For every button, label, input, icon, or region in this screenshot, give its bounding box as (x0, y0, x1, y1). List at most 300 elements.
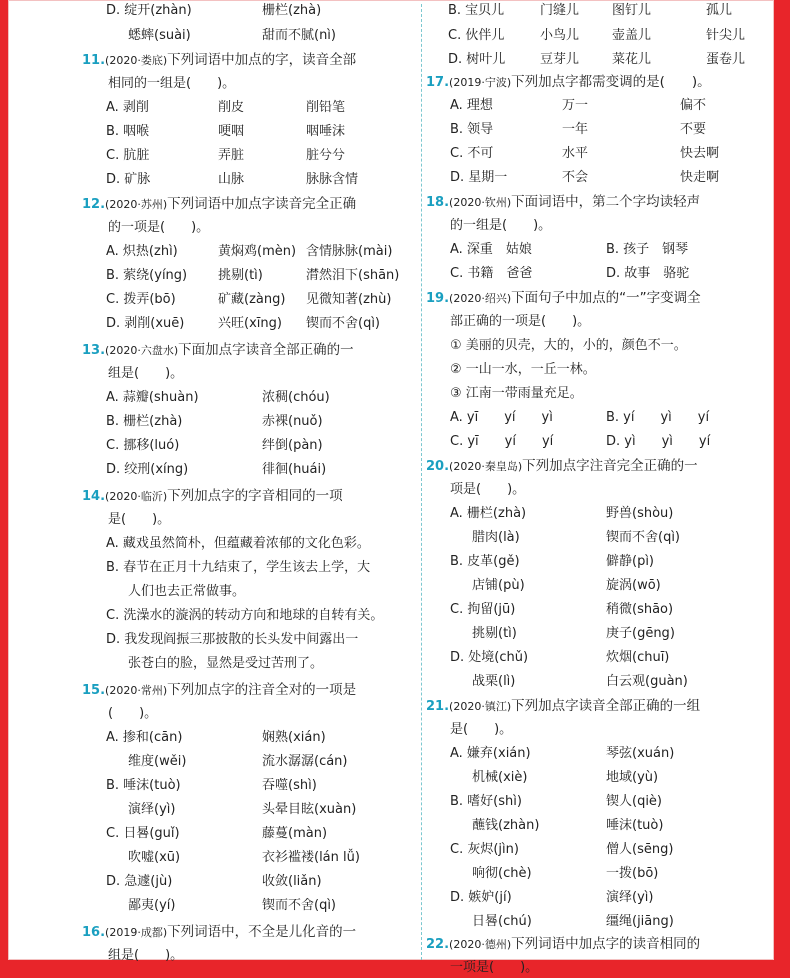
question-text: 下列加点字的注音全对的一项是 (167, 682, 357, 698)
question-text: 下面词语中，第二个字均读轻声 (511, 194, 701, 210)
question-stem (82, 50, 356, 71)
answer-line (450, 360, 596, 380)
answer-line (262, 752, 348, 772)
option-text: C. yī yí yí (450, 434, 554, 449)
option-text: 收敛(liǎn) (262, 874, 322, 889)
option-text: D. yì yì yí (606, 434, 711, 449)
answer-line (680, 120, 706, 140)
answer-line (262, 872, 322, 892)
answer-line (450, 958, 538, 978)
option-text: D. 我发现阎振三那披散的长头发中间露出一 (106, 632, 359, 647)
option-text: 赤裸(nuǒ) (262, 414, 323, 429)
answer-line (562, 120, 588, 140)
option-text: 相同的一组是( )。 (108, 76, 236, 91)
answer-line (472, 768, 527, 788)
answer-line (450, 336, 687, 356)
option-text: 锲而不舍(qì) (262, 898, 337, 913)
option-text: 店铺(pù) (472, 578, 525, 593)
answer-line (606, 888, 653, 908)
answer-line (612, 1, 651, 21)
question-number: 16. (82, 925, 106, 940)
answer-line (606, 792, 662, 812)
question-number: 14. (82, 489, 106, 504)
question-text: 下列词语中，不全是儿化音的一 (167, 924, 357, 940)
option-text: ( )。 (108, 706, 158, 721)
answer-line (306, 242, 392, 262)
option-text: A. 剥削 (106, 100, 149, 115)
answer-line (540, 26, 579, 46)
option-text: D. 处境(chǔ) (450, 650, 529, 665)
answer-line (218, 266, 263, 286)
question-text: 下列词语中加点的字，读音全部 (167, 52, 357, 68)
answer-line (606, 672, 688, 692)
answer-line (450, 552, 520, 572)
option-text: 挑剔(tì) (218, 268, 263, 283)
option-text: 蛋卷儿 (706, 52, 746, 67)
question-stem (426, 288, 701, 309)
option-text: 缰绳(jiāng) (606, 914, 674, 929)
question-stem (426, 456, 698, 477)
answer-line (106, 534, 370, 554)
option-text: 咽唾沫 (306, 124, 346, 139)
option-text: 战栗(lì) (472, 674, 516, 689)
answer-line (450, 240, 532, 260)
option-text: 僻静(pì) (606, 554, 655, 569)
answer-line (680, 168, 719, 188)
option-text: A. 掺和(cān) (106, 730, 183, 745)
option-text: 削铅笔 (306, 100, 346, 115)
option-text: A. 理想 (450, 98, 493, 113)
option-text: 栅栏(zhà) (262, 3, 322, 18)
answer-line (106, 412, 182, 432)
question-number: 21. (426, 699, 450, 714)
option-text: 门缝儿 (540, 3, 580, 18)
option-text: C. 拨弄(bō) (106, 292, 176, 307)
option-text: B. 春节在正月十九结束了，学生该去上学，大 (106, 560, 371, 575)
answer-line (306, 290, 391, 310)
answer-line (606, 624, 675, 644)
option-text: 一年 (562, 122, 589, 137)
answer-line (106, 460, 188, 480)
answer-line (218, 122, 244, 142)
option-text: 快走啊 (680, 170, 720, 185)
question-text: 下列加点字读音全部正确的一组 (511, 698, 701, 714)
option-text: 唾沫(tuò) (606, 818, 664, 833)
option-text: 是( )。 (450, 722, 513, 737)
answer-line (606, 528, 680, 548)
question-text: 下列词语中加点字的读音相同的 (511, 936, 701, 952)
answer-line (218, 170, 244, 190)
option-text: 孤儿 (706, 3, 733, 18)
answer-line (606, 504, 673, 524)
option-text: 响彻(chè) (472, 866, 532, 881)
question-number: 22. (426, 937, 450, 952)
option-text: C. 书籍 爸爸 (450, 266, 533, 281)
answer-line (472, 816, 539, 836)
answer-line (218, 146, 244, 166)
answer-line (306, 170, 358, 190)
option-text: 锲人(qiè) (606, 794, 663, 809)
answer-line (450, 792, 522, 812)
answer-line (106, 290, 176, 310)
answer-line (606, 744, 674, 764)
question-number: 13. (82, 343, 106, 358)
answer-line (448, 1, 504, 21)
answer-line (218, 242, 296, 262)
question-number: 15. (82, 683, 106, 698)
answer-line (106, 558, 370, 578)
answer-line (106, 606, 383, 626)
answer-line (108, 218, 209, 238)
answer-line (106, 98, 149, 118)
answer-line (450, 216, 551, 236)
question-stem (426, 72, 711, 93)
answer-line (562, 96, 588, 116)
option-text: 黄焖鸡(mèn) (218, 244, 297, 259)
option-text: A. 蒜瓣(shuàn) (106, 390, 199, 405)
answer-line (106, 314, 184, 334)
option-text: 琴弦(xuán) (606, 746, 675, 761)
answer-line (472, 528, 520, 548)
answer-line (606, 600, 673, 620)
answer-line (108, 704, 157, 724)
answer-line (472, 912, 532, 932)
answer-line (218, 98, 244, 118)
option-text: 绊倒(pàn) (262, 438, 323, 453)
answer-line (450, 144, 493, 164)
option-text: B. 嗜好(shì) (450, 794, 522, 809)
option-text: 的一组是( )。 (450, 218, 552, 233)
option-text: 部正确的一项是( )。 (450, 314, 591, 329)
question-stem (426, 696, 700, 717)
answer-line (218, 290, 285, 310)
option-text: 锲而不舍(qì) (306, 316, 381, 331)
option-text: 一项是( )。 (450, 960, 539, 975)
question-source: (2019·成都) (105, 926, 168, 939)
answer-line (262, 388, 330, 408)
answer-line (218, 314, 282, 334)
option-text: 哽咽 (218, 124, 245, 139)
answer-line (306, 146, 345, 166)
question-stem (426, 934, 700, 955)
answer-line (606, 864, 658, 884)
question-text: 下列加点字都需变调的是( )。 (511, 74, 711, 90)
answer-line (606, 432, 710, 452)
option-text: 炊烟(chuī) (606, 650, 670, 665)
option-text: 白云观(guàn) (606, 674, 688, 689)
option-text: C. 拘留(jū) (450, 602, 516, 617)
question-stem (426, 192, 700, 213)
answer-line (612, 50, 651, 70)
answer-line (450, 408, 553, 428)
option-text: 娴熟(xián) (262, 730, 326, 745)
answer-line (306, 266, 399, 286)
answer-line (262, 800, 356, 820)
option-text: 潸然泪下(shān) (306, 268, 400, 283)
option-text: C. 挪移(luó) (106, 438, 180, 453)
answer-line (606, 576, 661, 596)
option-text: D. 绞刑(xíng) (106, 462, 189, 477)
question-number: 17. (426, 75, 450, 90)
option-text: 腊肉(là) (472, 530, 520, 545)
option-text: B. 皮革(gě) (450, 554, 520, 569)
option-text: D. 剥削(xuē) (106, 316, 185, 331)
answer-line (128, 26, 191, 46)
answer-line (472, 576, 525, 596)
option-text: D. 嫉妒(jí) (450, 890, 512, 905)
answer-line (262, 848, 360, 868)
column-divider (421, 4, 422, 960)
answer-line (706, 26, 745, 46)
exercise-page (8, 0, 774, 975)
option-text: 的一项是( )。 (108, 220, 210, 235)
answer-line (540, 1, 579, 21)
option-text: B. yí yì yí (606, 410, 710, 425)
question-source: (2020·娄底) (105, 54, 168, 67)
option-text: 水平 (562, 146, 589, 161)
answer-line (108, 364, 183, 384)
answer-line (450, 264, 532, 284)
answer-line (612, 26, 651, 46)
answer-line (680, 96, 706, 116)
question-stem (82, 340, 354, 361)
answer-line (262, 460, 326, 480)
option-text: 挑剔(tì) (472, 626, 517, 641)
answer-line (450, 840, 519, 860)
option-text: 藤蔓(màn) (262, 826, 328, 841)
answer-line (706, 1, 732, 21)
option-text: 见微知著(zhù) (306, 292, 392, 307)
answer-line (128, 582, 245, 602)
option-text: 矿藏(zàng) (218, 292, 286, 307)
answer-line (128, 800, 175, 820)
answer-line (472, 672, 515, 692)
option-text: 野兽(shòu) (606, 506, 674, 521)
question-source: (2019·宁波) (449, 76, 512, 89)
option-text: 项是( )。 (450, 482, 526, 497)
option-text: B. 萦绕(yíng) (106, 268, 188, 283)
answer-line (106, 170, 150, 190)
answer-line (450, 168, 507, 188)
option-text: D. 星期一 (450, 170, 508, 185)
option-text: 蘸钱(zhàn) (472, 818, 540, 833)
answer-line (606, 912, 674, 932)
option-text: 含情脉脉(mài) (306, 244, 393, 259)
option-text: B. 宝贝儿 (448, 3, 505, 18)
answer-line (262, 26, 336, 46)
option-text: C. 不可 (450, 146, 494, 161)
option-text: 衣衫褴褛(lán lǚ) (262, 850, 360, 865)
question-stem (82, 680, 356, 701)
option-text: 削皮 (218, 100, 245, 115)
option-text: 吹嘘(xū) (128, 850, 181, 865)
answer-line (472, 864, 532, 884)
answer-line (606, 552, 654, 572)
option-text: 稍微(shāo) (606, 602, 674, 617)
question-source: (2020·钦州) (449, 196, 512, 209)
option-text: 流水潺潺(cán) (262, 754, 348, 769)
question-text: 下面句子中加点的“一”字变调全 (511, 290, 701, 306)
option-text: 是( )。 (108, 512, 171, 527)
option-text: 头晕目眩(xuàn) (262, 802, 357, 817)
answer-line (262, 728, 326, 748)
answer-line (562, 168, 588, 188)
option-text: A. 藏戏虽然简朴，但蕴藏着浓郁的文化色彩。 (106, 536, 370, 551)
question-number: 20. (426, 459, 450, 474)
answer-line (306, 98, 345, 118)
answer-line (106, 872, 172, 892)
option-text: 弄脏 (218, 148, 245, 163)
answer-line (450, 384, 583, 404)
option-text: D. 绽开(zhàn) (106, 3, 192, 18)
option-text: 人们也去正常做事。 (128, 584, 246, 599)
question-number: 19. (426, 291, 450, 306)
option-text: 鄙夷(yí) (128, 898, 176, 913)
option-text: B. 栅栏(zhà) (106, 414, 183, 429)
question-source: (2020·绍兴) (449, 292, 512, 305)
option-text: 针尖儿 (706, 28, 746, 43)
option-text: 锲而不舍(qì) (606, 530, 681, 545)
option-text: 庚子(gēng) (606, 626, 675, 641)
option-text: B. 唾沫(tuò) (106, 778, 181, 793)
answer-line (450, 480, 525, 500)
answer-line (472, 624, 517, 644)
answer-line (106, 1, 192, 21)
option-text: 脉脉含情 (306, 172, 359, 187)
answer-line (606, 768, 658, 788)
option-text: C. 肮脏 (106, 148, 150, 163)
answer-line (106, 242, 178, 262)
question-source: (2020·临沂) (105, 490, 168, 503)
option-text: C. 灰烬(jìn) (450, 842, 519, 857)
question-source: (2020·六盘水) (105, 344, 179, 357)
option-text: B. 孩子 钢琴 (606, 242, 689, 257)
option-text: A. 栅栏(zhà) (450, 506, 527, 521)
option-text: C. 洗澡水的漩涡的转动方向和地球的自转有关。 (106, 608, 384, 623)
question-source: (2020·秦皇岛) (449, 460, 523, 473)
answer-line (706, 50, 745, 70)
answer-line (128, 896, 175, 916)
option-text: 张苍白的脸，显然是受过苦刑了。 (128, 656, 324, 671)
option-text: 僧人(sēng) (606, 842, 674, 857)
option-text: 脏兮兮 (306, 148, 346, 163)
option-text: C. 日晷(guǐ) (106, 826, 180, 841)
answer-line (450, 648, 528, 668)
answer-line (606, 264, 689, 284)
option-text: 蟋蟀(suài) (128, 28, 191, 43)
answer-line (262, 776, 317, 796)
option-text: 浓稠(chóu) (262, 390, 330, 405)
answer-line (262, 896, 336, 916)
question-source: (2020·常州) (105, 684, 168, 697)
question-number: 11. (82, 53, 106, 68)
option-text: D. 急遽(jù) (106, 874, 173, 889)
option-text: B. 咽喉 (106, 124, 150, 139)
option-text: D. 矿脉 (106, 172, 151, 187)
option-text: 偏不 (680, 98, 707, 113)
answer-line (540, 50, 579, 70)
option-text: 兴旺(xīng) (218, 316, 282, 331)
option-text: 机械(xiè) (472, 770, 528, 785)
question-text: 下列加点字的字音相同的一项 (167, 488, 343, 504)
option-text: 日晷(chú) (472, 914, 532, 929)
answer-line (450, 744, 531, 764)
question-text: 下面加点字读音全部正确的一 (178, 342, 354, 358)
option-text: 豆芽儿 (540, 52, 580, 67)
option-text: 小鸟儿 (540, 28, 580, 43)
option-text: ② 一山一水，一丘一林。 (450, 362, 596, 377)
answer-line (108, 74, 235, 94)
option-text: D. 树叶儿 (448, 52, 506, 67)
answer-line (262, 824, 327, 844)
option-text: ① 美丽的贝壳，大的，小的，颜色不一。 (450, 338, 687, 353)
answer-line (450, 720, 512, 740)
option-text: 山脉 (218, 172, 245, 187)
question-text: 下列加点字注音完全正确的一 (522, 458, 698, 474)
answer-line (306, 122, 345, 142)
answer-line (306, 314, 380, 334)
question-stem (82, 486, 343, 507)
option-text: 菜花儿 (612, 52, 652, 67)
option-text: 演绎(yì) (128, 802, 176, 817)
option-text: 万一 (562, 98, 589, 113)
option-text: 不要 (680, 122, 707, 137)
option-text: 旋涡(wō) (606, 578, 661, 593)
option-text: A. 炽热(zhì) (106, 244, 178, 259)
answer-line (606, 240, 688, 260)
question-number: 18. (426, 195, 450, 210)
option-text: 演绎(yì) (606, 890, 654, 905)
answer-line (606, 816, 663, 836)
answer-line (106, 776, 181, 796)
question-source: (2020·苏州) (105, 198, 168, 211)
answer-line (450, 600, 515, 620)
option-text: A. 嫌弃(xián) (450, 746, 531, 761)
option-text: 组是( )。 (108, 366, 184, 381)
answer-line (262, 412, 323, 432)
option-text: 吞噬(shì) (262, 778, 317, 793)
answer-line (262, 1, 321, 21)
answer-line (606, 840, 673, 860)
answer-line (562, 144, 588, 164)
option-text: 壶盖儿 (612, 28, 652, 43)
question-number: 12. (82, 197, 106, 212)
option-text: 组是( )。 (108, 948, 184, 963)
answer-line (448, 26, 504, 46)
answer-line (106, 388, 199, 408)
option-text: D. 故事 骆驼 (606, 266, 690, 281)
question-stem (82, 194, 356, 215)
option-text: C. 伙伴儿 (448, 28, 505, 43)
option-text: 不会 (562, 170, 589, 185)
answer-line (450, 888, 512, 908)
answer-line (450, 432, 553, 452)
answer-line (106, 728, 182, 748)
answer-line (106, 146, 149, 166)
option-text: 图钉儿 (612, 3, 652, 18)
option-text: 地域(yù) (606, 770, 659, 785)
option-text: 徘徊(huái) (262, 462, 327, 477)
answer-line (606, 648, 669, 668)
answer-line (106, 824, 180, 844)
answer-line (106, 436, 179, 456)
answer-line (448, 50, 505, 70)
option-text: 甜而不腻(nì) (262, 28, 336, 43)
answer-line (106, 630, 358, 650)
option-text: A. 深重 姑娘 (450, 242, 532, 257)
option-text: A. yī yí yì (450, 410, 553, 425)
answer-line (106, 266, 187, 286)
